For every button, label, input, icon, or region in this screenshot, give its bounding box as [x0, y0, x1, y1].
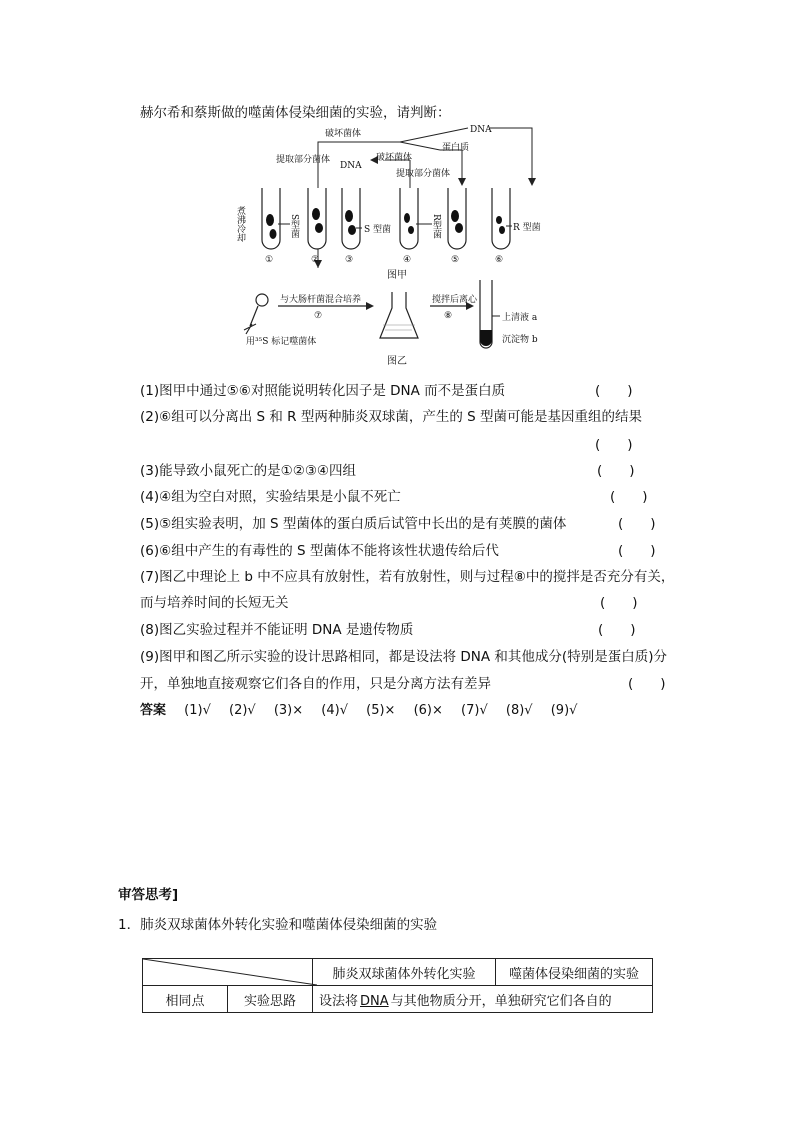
row-text-pre: 设法将 — [319, 993, 359, 1009]
answer-item: (3)× — [273, 703, 304, 718]
answer-blank-5[interactable]: ( ) — [618, 516, 656, 532]
r-type-vertical: R型菌 — [431, 214, 441, 239]
answer-item: (1)√ — [184, 703, 211, 718]
s-type-label: S 型菌 — [364, 225, 392, 235]
answer-label: 答案 — [140, 703, 167, 718]
answer-blank-9[interactable]: ( ) — [628, 676, 666, 692]
boil-label: 煮沸冷却 — [235, 206, 245, 242]
step7-label: 与大肠杆菌混合培养 — [280, 295, 362, 305]
figure-yi-caption: 图乙 — [387, 356, 407, 367]
answer-item: (9)√ — [550, 703, 578, 718]
experiment-figure — [0, 120, 794, 380]
tube-num-4: ④ — [403, 255, 412, 265]
tube-num-3: ③ — [345, 255, 354, 265]
review-heading: 审答思考] — [118, 887, 179, 903]
answer-blank-8[interactable]: ( ) — [598, 622, 636, 638]
answer-blank-4[interactable]: ( ) — [610, 489, 648, 505]
question-7-line2: 而与培养时间的长短无关 — [140, 595, 289, 611]
extract-label-1: 提取部分菌体 — [276, 155, 331, 165]
precipitate-label: 沉淀物 b — [502, 335, 538, 345]
dna-label-1: DNA — [470, 125, 492, 135]
r-type-label: R 型菌 — [513, 223, 541, 233]
review-item-1: 1．肺炎双球菌体外转化实验和噬菌体侵染细菌的实验 — [118, 917, 438, 933]
step8-num: ⑧ — [444, 311, 453, 321]
answer-item: (7)√ — [461, 703, 488, 718]
supernatant-label: 上清液 a — [502, 313, 538, 323]
question-3: (3)能导致小鼠死亡的是①②③④四组 — [140, 463, 357, 479]
table-col-header-2: 噬菌体侵染细菌的实验 — [496, 959, 653, 986]
answer-item: (6)× — [413, 703, 443, 718]
tube-num-6: ⑥ — [495, 255, 504, 265]
tube-num-5: ⑤ — [451, 255, 460, 265]
answer-item: (8)√ — [505, 703, 533, 718]
tube-num-1: ① — [265, 255, 274, 265]
answer-blank-6[interactable]: ( ) — [618, 543, 656, 559]
table-col-header-1: 肺炎双球菌体外转化实验 — [313, 959, 496, 986]
question-2: (2)⑥组可以分离出 S 和 R 型两种肺炎双球菌，产生的 S 型菌可能是基因重组的结果 — [140, 409, 642, 425]
destroy-label-1: 破坏菌体 — [325, 129, 362, 139]
question-9-line1: (9)图甲和图乙所示实验的设计思路相同，都是设法将 DNA 和其他成分(特别是蛋白质)分 — [140, 649, 667, 665]
answer-item: (5)× — [366, 703, 396, 718]
diagonal-line — [143, 959, 317, 985]
comparison-table — [142, 958, 653, 1013]
question-9-line2: 开，单独地直接观察它们各自的作用，只是分离方法有差异 — [140, 676, 491, 692]
phage-label: 用³⁵S 标记噬菌体 — [246, 337, 317, 347]
protein-label: 蛋白质 — [442, 143, 470, 153]
table-corner-cell — [143, 959, 313, 986]
answer-blank-1[interactable]: ( ) — [595, 383, 633, 399]
dna-label-2: DNA — [340, 161, 362, 171]
answer-blank-2[interactable]: ( ) — [595, 437, 633, 453]
destroy-label-2: 破坏菌体 — [376, 153, 413, 163]
table-row-subhead: 实验思路 — [228, 986, 313, 1013]
row-text-dna: DNA — [360, 993, 389, 1009]
answer-blank-7[interactable]: ( ) — [600, 595, 638, 611]
answer-item: (2)√ — [229, 703, 256, 718]
tube-num-2: ② — [311, 255, 320, 265]
answer-blank-3[interactable]: ( ) — [597, 463, 635, 479]
question-6: (6)⑥组中产生的有毒性的 S 型菌体不能将该性状遗传给后代 — [140, 543, 499, 559]
question-4: (4)④组为空白对照，实验结果是小鼠不死亡 — [140, 489, 401, 505]
step7-num: ⑦ — [314, 311, 323, 321]
answer-item: (4)√ — [321, 703, 348, 718]
step8-label: 搅拌后离心 — [432, 295, 478, 305]
question-7-line1: (7)图乙中理论上 b 中不应具有放射性，若有放射性，则与过程⑧中的搅拌是否充分有关， — [140, 569, 675, 585]
row-text-post: 与其他物质分开，单独研究它们各自的 — [390, 993, 612, 1009]
question-5: (5)⑤组实验表明，加 S 型菌体的蛋白质后试管中长出的是有荚膜的菌体 — [140, 516, 567, 532]
answer-line — [140, 702, 591, 720]
extract-label-2: 提取部分菌体 — [396, 169, 451, 179]
table-row-content — [313, 986, 653, 1013]
question-1: (1)图甲中通过⑤⑥对照能说明转化因子是 DNA 而不是蛋白质 — [140, 383, 506, 399]
table-row-head: 相同点 — [143, 986, 228, 1013]
s-type-vertical: S型菌 — [289, 214, 299, 239]
figure-jia-caption: 图甲 — [387, 270, 407, 281]
question-8: (8)图乙实验过程并不能证明 DNA 是遗传物质 — [140, 622, 414, 638]
intro-text: 赫尔希和蔡斯做的噬菌体侵染细菌的实验，请判断： — [140, 105, 451, 121]
